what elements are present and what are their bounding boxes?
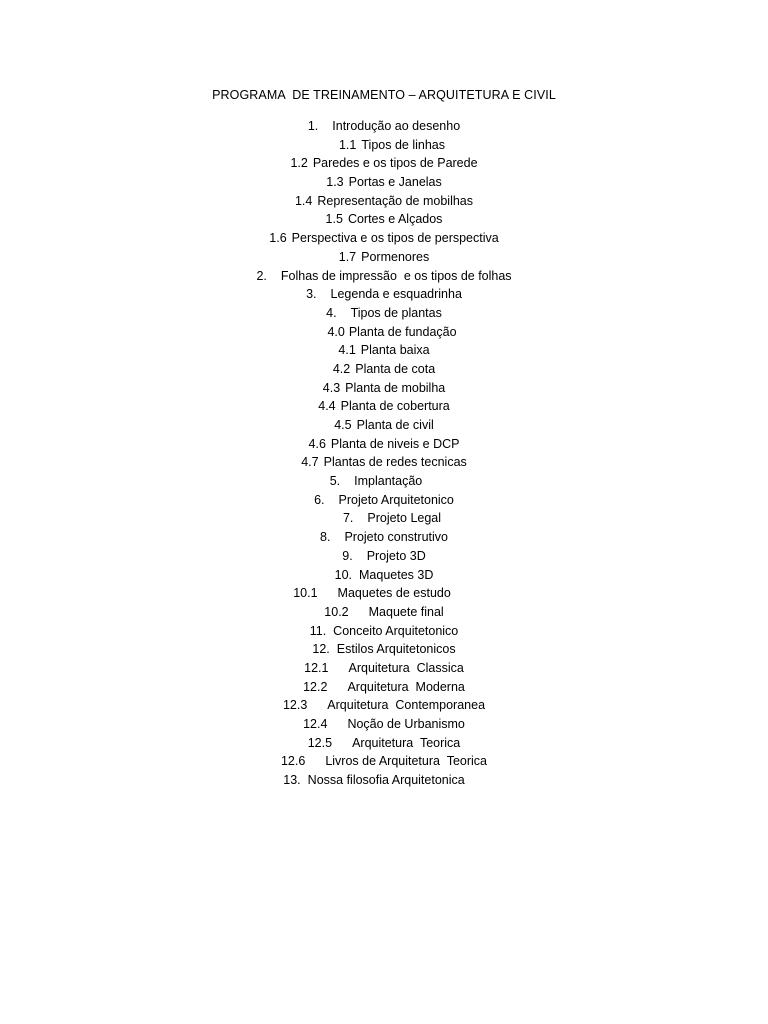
list-item [0,416,768,435]
list-item [0,715,768,734]
item-number: 10. [334,567,353,582]
list-item [0,547,768,566]
item-number: 4. [326,305,337,320]
list-item [8,136,768,155]
item-text: Conceito Arquitetonico [333,623,459,638]
list-item [0,267,768,286]
item-number: 4.6 [308,436,326,451]
item-number: 1.5 [325,212,343,227]
item-text: Planta de cobertura [340,399,450,414]
list-item [0,154,768,173]
item-text: Folhas de impressão e os tipos de folhas [280,268,512,283]
item-number: 6. [314,492,325,507]
item-text: Noção de Urbanismo [347,717,465,731]
list-item [0,678,768,697]
list-item [0,472,760,491]
item-number: 12.4 [303,717,328,731]
item-number: 11. [309,623,327,638]
list-item [0,752,768,771]
item-text: Perspectiva e os tipos de perspectiva [291,231,499,246]
list-item [0,397,768,416]
item-text: Cortes e Alçados [347,212,443,227]
item-text: Arquitetura Contemporanea [327,698,486,713]
item-text: Arquitetura Moderna [347,679,465,694]
item-number: 12. [312,642,330,657]
list-item [0,248,768,267]
item-number: 8. [320,530,331,545]
table-of-contents [0,117,768,790]
item-number: 1.6 [269,231,287,246]
item-text: Planta de niveis e DCP [330,436,460,451]
item-number: 4.1 [338,343,356,358]
item-text: Livros de Arquitetura Teorica [325,754,487,769]
list-item [0,285,768,304]
list-item [0,771,758,790]
list-item [0,528,768,547]
item-number: 4.3 [322,380,341,395]
item-number: 1.2 [290,156,308,171]
list-item [0,491,768,510]
item-text: Arquitetura Teorica [352,735,461,750]
item-text: Implantação [354,474,423,489]
item-text: Planta de cota [355,361,436,376]
list-item [8,509,768,528]
list-item [0,622,768,641]
list-item [0,566,768,585]
list-item [0,603,768,622]
list-item [0,229,768,248]
list-item [0,453,768,472]
item-number: 1.1 [338,137,357,152]
item-text: Introdução ao desenho [332,119,461,133]
item-number: 4.7 [301,455,319,470]
item-text: Projeto Legal [367,511,442,526]
item-number: 13. [283,773,301,788]
list-item [0,192,768,211]
item-number: 5. [329,474,341,489]
list-item [0,379,768,398]
list-item [0,117,768,136]
item-text: Plantas de redes tecnicas [323,455,467,470]
item-text: Pormenores [361,249,430,264]
item-number: 12.6 [280,754,306,769]
item-text: Planta baixa [360,343,430,358]
item-text: Arquitetura Classica [348,660,464,675]
item-number: 10.1 [293,586,318,601]
item-number: 10.2 [324,604,349,619]
list-item [0,584,756,603]
item-number: 1.4 [294,193,313,208]
item-number: 7. [342,511,354,526]
item-text: Planta de fundação [348,324,457,339]
item-number: 4.4 [318,399,336,414]
list-item [0,734,768,753]
list-item [0,304,768,323]
item-number: 1.3 [326,175,344,190]
item-number: 2. [256,268,267,283]
item-text: Projeto Arquitetonico [338,492,454,507]
list-item [0,360,768,379]
item-number: 12.5 [307,735,333,750]
document-title: PROGRAMA DE TREINAMENTO – ARQUITETURA E CIVIL [212,88,556,102]
item-text: Tipos de plantas [350,305,442,320]
item-text: Maquetes 3D [359,567,434,582]
item-number: 12.1 [304,660,329,675]
item-number: 4.5 [334,418,352,432]
list-item [0,696,768,715]
list-item [0,659,768,678]
item-number: 12.3 [282,698,308,713]
list-item [0,210,768,229]
item-text: Tipos de linhas [361,137,445,152]
item-text: Representação de mobilhas [317,193,474,208]
list-item [0,173,768,192]
list-item [0,341,768,360]
item-text: Projeto construtivo [344,530,448,545]
item-text: Planta de civil [356,418,434,432]
item-number: 1. [307,119,319,133]
item-text: Maquetes de estudo [337,586,451,601]
list-item [0,640,768,659]
item-number: 12.2 [303,679,328,694]
item-number: 4.2 [332,361,351,376]
item-text: Estilos Arquitetonicos [336,642,456,657]
item-text: Maquete final [368,604,444,619]
item-text: Projeto 3D [366,548,426,563]
item-text: Nossa filosofia Arquitetonica [307,773,465,788]
item-text: Paredes e os tipos de Parede [312,156,478,171]
item-number: 1.7 [338,249,357,264]
list-item [8,323,768,342]
item-number: 4.0 [327,324,345,339]
item-text: Legenda e esquadrinha [330,287,462,302]
item-text: Planta de mobilha [345,380,446,395]
item-number: 9. [342,548,353,563]
item-text: Portas e Janelas [348,175,442,190]
item-number: 3. [306,287,317,302]
list-item [0,435,768,454]
